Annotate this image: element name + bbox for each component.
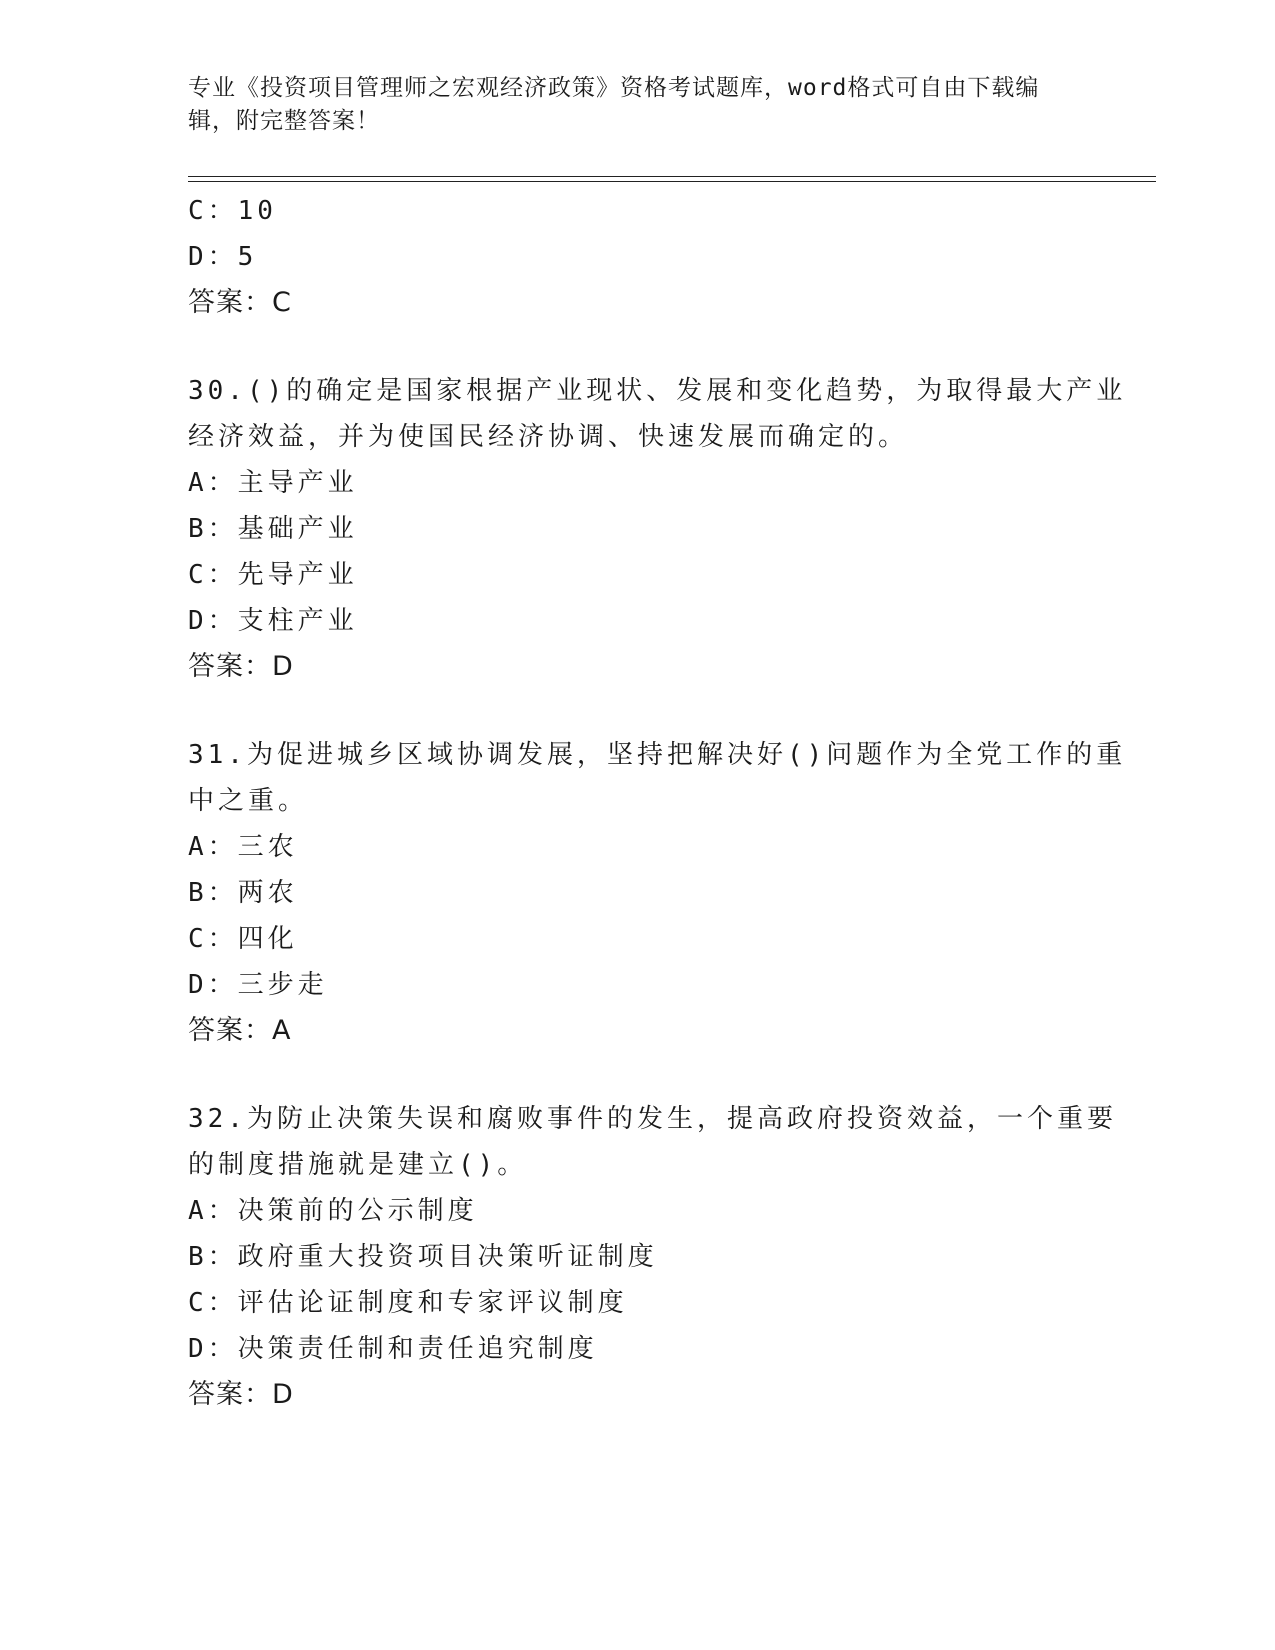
question-30 — [188, 368, 1127, 690]
option-label: C： — [188, 560, 238, 590]
option-label: D： — [188, 970, 238, 1000]
option-text: 先导产业 — [237, 560, 358, 590]
option-a — [188, 460, 1088, 506]
option-label: A： — [188, 832, 238, 862]
question-text-line-1: 32.为防止决策失误和腐败事件的发生，提高政府投资效益，一个重要 — [188, 1104, 1117, 1134]
option-text: 基础产业 — [237, 514, 358, 544]
option-label: D： — [188, 606, 238, 636]
option-label: B： — [188, 1242, 238, 1272]
option-label: B： — [188, 514, 238, 544]
option-d — [188, 1326, 1088, 1372]
option-text: 四化 — [237, 924, 298, 954]
option-text: 三农 — [237, 832, 298, 862]
option-label: D： — [188, 242, 238, 272]
option-label: A： — [188, 468, 238, 498]
option-d — [188, 234, 1088, 280]
question-list — [188, 188, 1127, 1418]
question-31 — [188, 732, 1127, 1054]
option-label: D： — [188, 1334, 238, 1364]
option-text: 主导产业 — [237, 468, 358, 498]
option-label: A： — [188, 1196, 238, 1226]
question-32 — [188, 1096, 1117, 1418]
answer-line: 答案：A — [188, 1015, 292, 1046]
question-text-line-1: 31.为促进城乡区域协调发展，坚持把解决好()问题作为全党工作的重 — [188, 740, 1127, 770]
option-c — [188, 1280, 1088, 1326]
question-text-line-1: 30.()的确定是国家根据产业现状、发展和变化趋势，为取得最大产业 — [188, 376, 1127, 406]
question-text-line-2: 中之重。 — [188, 786, 309, 816]
option-text: 10 — [237, 196, 277, 226]
option-text: 5 — [237, 242, 258, 272]
option-d — [188, 598, 1088, 644]
option-d — [188, 962, 1088, 1008]
answer-line: 答案：D — [188, 651, 294, 682]
option-text: 评估论证制度和专家评议制度 — [237, 1288, 628, 1318]
option-b — [188, 506, 1088, 552]
option-text: 支柱产业 — [237, 606, 358, 636]
prev-question-block — [188, 188, 1088, 326]
option-text: 两农 — [237, 878, 298, 908]
option-text: 三步走 — [237, 970, 328, 1000]
option-b — [188, 870, 1088, 916]
header-rule-top — [188, 176, 1156, 177]
option-b — [188, 1234, 1088, 1280]
header-line-1: 专业《投资项目管理师之宏观经济政策》资格考试题库，word格式可自由下载编 — [188, 75, 1040, 101]
option-c — [188, 916, 1088, 962]
option-c — [188, 552, 1088, 598]
option-label: C： — [188, 196, 238, 226]
option-c — [188, 188, 1088, 234]
header-line-2: 辑，附完整答案！ — [188, 108, 380, 134]
option-a — [188, 824, 1088, 870]
option-text: 政府重大投资项目决策听证制度 — [237, 1242, 658, 1272]
question-text-line-2: 的制度措施就是建立()。 — [188, 1150, 528, 1180]
question-text-line-2: 经济效益，并为使国民经济协调、快速发展而确定的。 — [188, 422, 909, 452]
option-a — [188, 1188, 1088, 1234]
answer-line: 答案：C — [188, 287, 292, 318]
option-text: 决策前的公示制度 — [237, 1196, 478, 1226]
option-label: C： — [188, 1288, 238, 1318]
answer-line: 答案：D — [188, 1379, 294, 1410]
header-rule-bottom — [188, 181, 1156, 182]
option-label: C： — [188, 924, 238, 954]
document-header — [188, 72, 1068, 138]
option-label: B： — [188, 878, 238, 908]
option-text: 决策责任制和责任追究制度 — [237, 1334, 598, 1364]
